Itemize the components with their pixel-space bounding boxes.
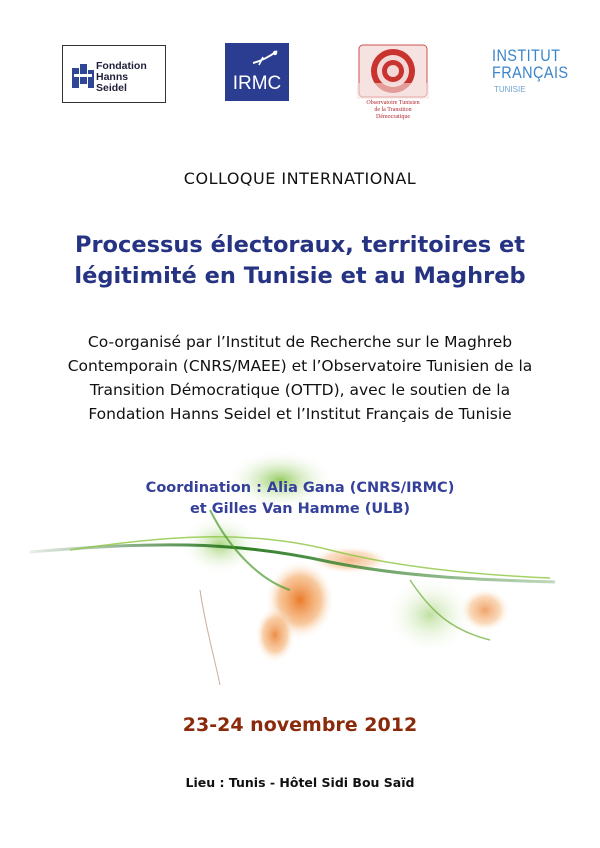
institut-francais-line1: INSTITUT <box>492 46 561 65</box>
otd-spiral-icon <box>357 43 429 99</box>
institut-francais-line3: TUNISIE <box>494 85 526 94</box>
event-location: Lieu : Tunis - Hôtel Sidi Bou Saïd <box>185 775 415 790</box>
institut-francais-line2: FRANÇAIS <box>492 63 569 82</box>
institut-francais-logo <box>492 47 572 109</box>
coorganisation-line: Co-organisé par l’Institut de Recherche sur le Maghreb <box>87 333 513 351</box>
hanns-seidel-line1: Fondation <box>96 60 147 72</box>
coorganisation-line: Contemporain (CNRS/MAEE) et l’Observatoire Tunisien de la <box>67 357 533 375</box>
otd-logo <box>357 43 429 133</box>
hanns-seidel-line3: Seidel <box>96 82 127 94</box>
hanns-seidel-mark-icon <box>72 64 94 88</box>
otd-caption-line3: Démocratique <box>376 114 410 120</box>
coordination-line2: et Gilles Van Hamme (ULB) <box>189 501 411 517</box>
event-title-line2: légitimité en Tunisie et au Maghreb <box>74 263 526 289</box>
coorganisation-line: Transition Démocratique (OTTD), avec le soutien de la <box>89 381 511 399</box>
hanns-seidel-line2: Hanns <box>96 71 129 83</box>
otd-caption-line2: de la Transition <box>374 107 412 113</box>
coordination-line1: Coordination : Alia Gana (CNRS/IRMC) <box>145 480 455 496</box>
coorganisation-line: Fondation Hanns Seidel et l’Institut Français de Tunisie <box>88 405 512 423</box>
hanns-seidel-logo <box>62 45 166 103</box>
coordination-text <box>0 478 600 520</box>
event-title <box>0 230 600 292</box>
event-title-line1: Processus électoraux, territoires et <box>74 232 526 258</box>
irmc-arabic-mark-icon <box>251 47 281 67</box>
event-date: 23-24 novembre 2012 <box>182 714 418 736</box>
otd-caption-line1: Observatoire Tunisien <box>366 100 420 106</box>
irmc-logo-text: IRMC <box>232 73 282 94</box>
coorganisation-text <box>0 330 600 426</box>
colloque-heading: COLLOQUE INTERNATIONAL <box>183 169 417 188</box>
irmc-logo <box>225 43 289 101</box>
